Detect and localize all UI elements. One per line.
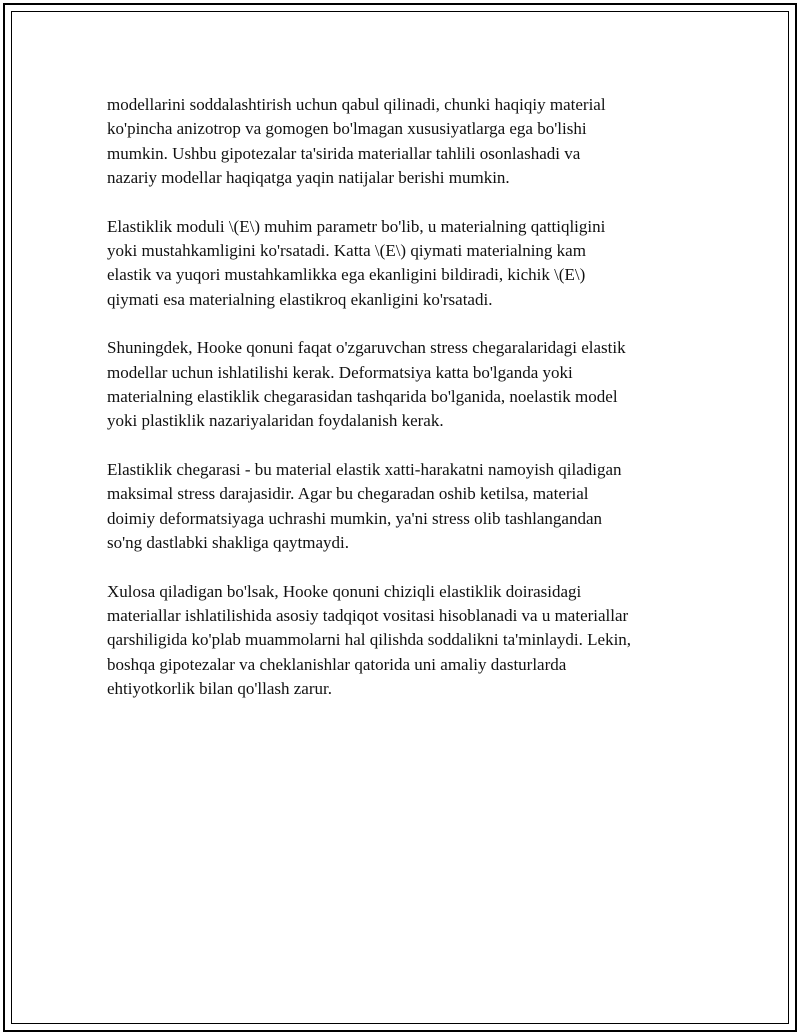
paragraph-3: Shuningdek, Hooke qonuni faqat o'zgaruvchan stress chegaralaridagi elastik modellar uchun ishlatilishi kerak. Deformatsiya katta bo'lganda yoki materialning elastiklik chegarasidan tashqarida bo'lganida, noelastik model yoki plastiklik nazariyalaridan foydalanish kerak. <box>107 338 626 431</box>
paragraph-2: Elastiklik moduli \(E\) muhim parametr bo'lib, u materialning qattiqligini yoki mustahkamligini ko'rsatadi. Katta \(E\) qiymati materialning kam elastik va yuqori mustahkamlikka ega ekanligini bildiradi, kichik \(E\) qiymati esa materialning elastikroq ekanligini ko'rsatadi. <box>107 216 606 309</box>
paragraph-5: Xulosa qiladigan bo'lsak, Hooke qonuni chiziqli elastiklik doirasidagi materiallar ishlatilishida asosiy tadqiqot vositasi hisoblanadi va u materiallar qarshiligida ko'plab muammolarni hal qilishda soddalikni ta'minlaydi. Lekin, boshqa gipotezalar va cheklanishlar qatorida uni amaliy dasturlarda ehtiyotkorlik bilan qo'llash zarur. <box>107 581 632 699</box>
paragraph-4: Elastiklik chegarasi - bu material elastik xatti-harakatni namoyish qiladigan maksimal stress darajasidir. Agar bu chegaradan oshib ketilsa, material doimiy deformatsiyaga uchrashi mumkin, ya'ni stress olib tashlangandan so'ng dastlabki shakliga qaytmaydi. <box>107 459 622 553</box>
paragraph-1: modellarini soddalashtirish uchun qabul qilinadi, chunki haqiqiy material ko'pincha anizotrop va gomogen bo'lmagan xususiyatlarga ega bo'lishi mumkin. Ushbu gipotezalar ta'sirida materiallar tahlili osonlashadi va nazariy modellar haqiqatga yaqin natijalar berishi mumkin. <box>107 95 606 188</box>
document-body <box>107 83 697 726</box>
